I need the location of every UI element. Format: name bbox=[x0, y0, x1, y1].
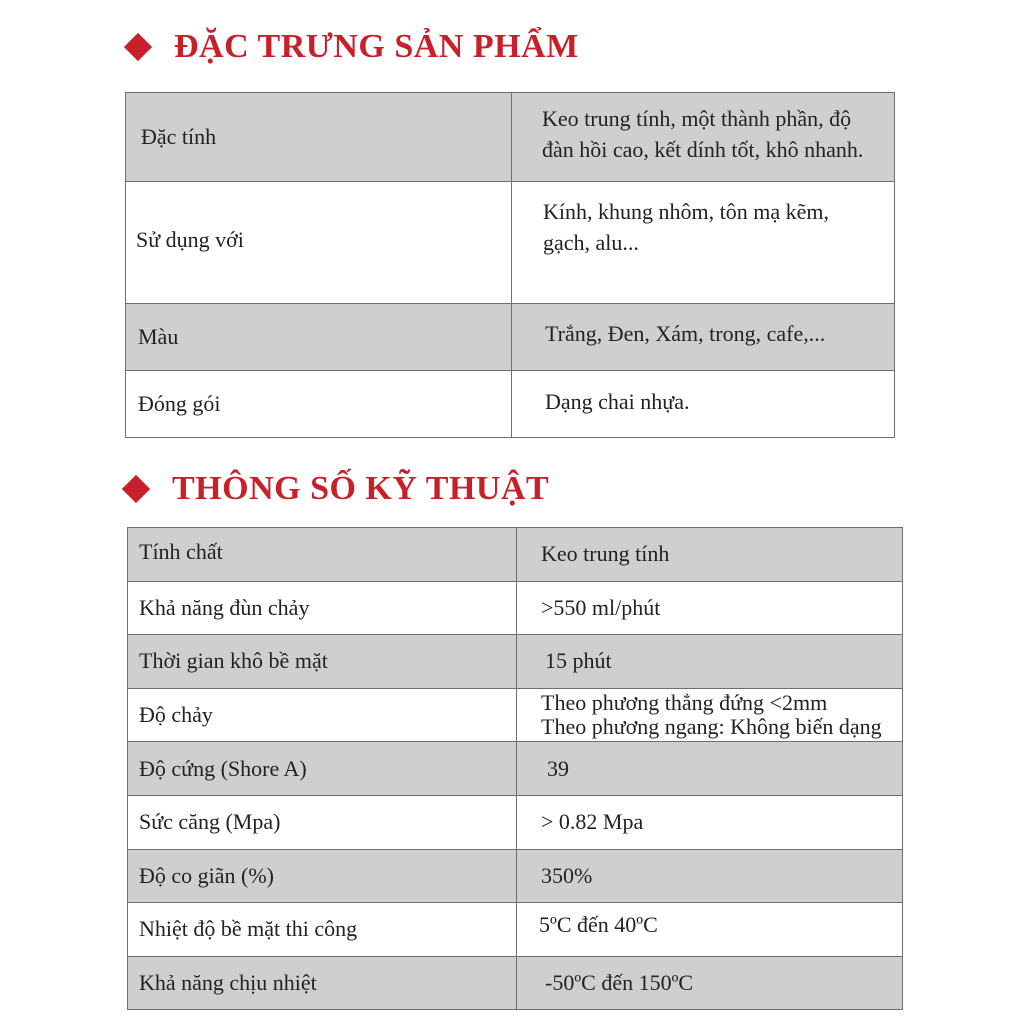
row-label: Nhiệt độ bề mặt thi công bbox=[139, 916, 358, 942]
row-label-cell bbox=[128, 956, 517, 1010]
product-features-table bbox=[125, 92, 895, 438]
row-label-cell bbox=[128, 849, 517, 903]
row-label-cell bbox=[128, 528, 517, 582]
row-value: -50ºC đến 150ºC bbox=[545, 970, 694, 996]
row-value-cell bbox=[512, 93, 895, 182]
row-label-cell bbox=[128, 795, 517, 849]
table-row bbox=[128, 528, 903, 582]
row-value-cell bbox=[512, 182, 895, 304]
row-value-cell bbox=[517, 795, 903, 849]
technical-specs-table bbox=[127, 527, 903, 1010]
row-value-cell bbox=[517, 956, 903, 1010]
row-value: 15 phút bbox=[545, 648, 612, 674]
table-row bbox=[128, 956, 903, 1010]
table-row bbox=[128, 688, 903, 742]
row-label: Đặc tính bbox=[141, 124, 217, 149]
row-value: 350% bbox=[541, 862, 593, 888]
row-value: Dạng chai nhựa. bbox=[545, 388, 690, 414]
row-label-cell bbox=[128, 903, 517, 957]
row-value: >550 ml/phút bbox=[541, 594, 661, 620]
section-title: ĐẶC TRƯNG SẢN PHẨM bbox=[174, 28, 579, 65]
row-label: Tính chất bbox=[139, 539, 223, 565]
row-label-cell bbox=[126, 182, 512, 304]
row-label: Sức căng (Mpa) bbox=[139, 809, 281, 835]
row-label: Độ co giãn (%) bbox=[139, 862, 275, 888]
table-row bbox=[126, 182, 895, 304]
table-row bbox=[128, 795, 903, 849]
section-heading-technical-specs bbox=[126, 470, 549, 508]
table-row bbox=[128, 635, 903, 689]
row-label-cell bbox=[126, 93, 512, 182]
row-label-cell bbox=[126, 304, 512, 371]
row-value bbox=[517, 691, 902, 739]
row-label: Độ chảy bbox=[139, 702, 213, 728]
row-label: Khả năng chịu nhiệt bbox=[139, 970, 317, 996]
row-value: Trắng, Đen, Xám, trong, cafe,... bbox=[545, 320, 826, 346]
row-value: Keo trung tính bbox=[541, 541, 670, 567]
table-row bbox=[128, 742, 903, 796]
row-value-cell bbox=[517, 688, 903, 742]
row-value: Keo trung tính, một thành phần, độ đàn hồi cao, kết dính tốt, khô nhanh. bbox=[542, 106, 864, 162]
table-row bbox=[126, 371, 895, 438]
row-label: Sử dụng với bbox=[136, 226, 244, 252]
row-label: Khả năng đùn chảy bbox=[139, 594, 310, 620]
row-value-line: Theo phương ngang: Không biến dạng bbox=[541, 714, 882, 740]
table-row bbox=[128, 903, 903, 957]
row-label-cell bbox=[128, 688, 517, 742]
row-label: Đóng gói bbox=[138, 391, 221, 416]
diamond-icon bbox=[122, 475, 150, 503]
row-label-cell bbox=[128, 635, 517, 689]
row-value: > 0.82 Mpa bbox=[541, 809, 644, 835]
row-value-cell bbox=[517, 849, 903, 903]
row-value-cell bbox=[512, 371, 895, 438]
row-label: Màu bbox=[138, 324, 179, 349]
row-label: Độ cứng (Shore A) bbox=[139, 755, 307, 781]
row-value: Kính, khung nhôm, tôn mạ kẽm, gạch, alu... bbox=[543, 199, 829, 255]
row-value-line: Theo phương thẳng đứng <2mm bbox=[541, 690, 828, 716]
diamond-icon bbox=[124, 33, 152, 61]
row-label-cell bbox=[128, 742, 517, 796]
row-value-cell bbox=[512, 304, 895, 371]
row-value-cell bbox=[517, 581, 903, 635]
table-row bbox=[128, 849, 903, 903]
row-value-cell bbox=[517, 742, 903, 796]
row-value-cell bbox=[517, 635, 903, 689]
row-value-cell bbox=[517, 903, 903, 957]
table-row bbox=[126, 304, 895, 371]
row-label: Thời gian khô bề mặt bbox=[139, 648, 328, 674]
table-row bbox=[128, 581, 903, 635]
section-heading-product-features bbox=[128, 28, 579, 66]
section-title: THÔNG SỐ KỸ THUẬT bbox=[172, 470, 550, 507]
row-label-cell bbox=[126, 371, 512, 438]
table-row bbox=[126, 93, 895, 182]
row-value: 5ºC đến 40ºC bbox=[539, 912, 658, 938]
row-label-cell bbox=[128, 581, 517, 635]
row-value-cell bbox=[517, 528, 903, 582]
row-value: 39 bbox=[547, 755, 569, 781]
